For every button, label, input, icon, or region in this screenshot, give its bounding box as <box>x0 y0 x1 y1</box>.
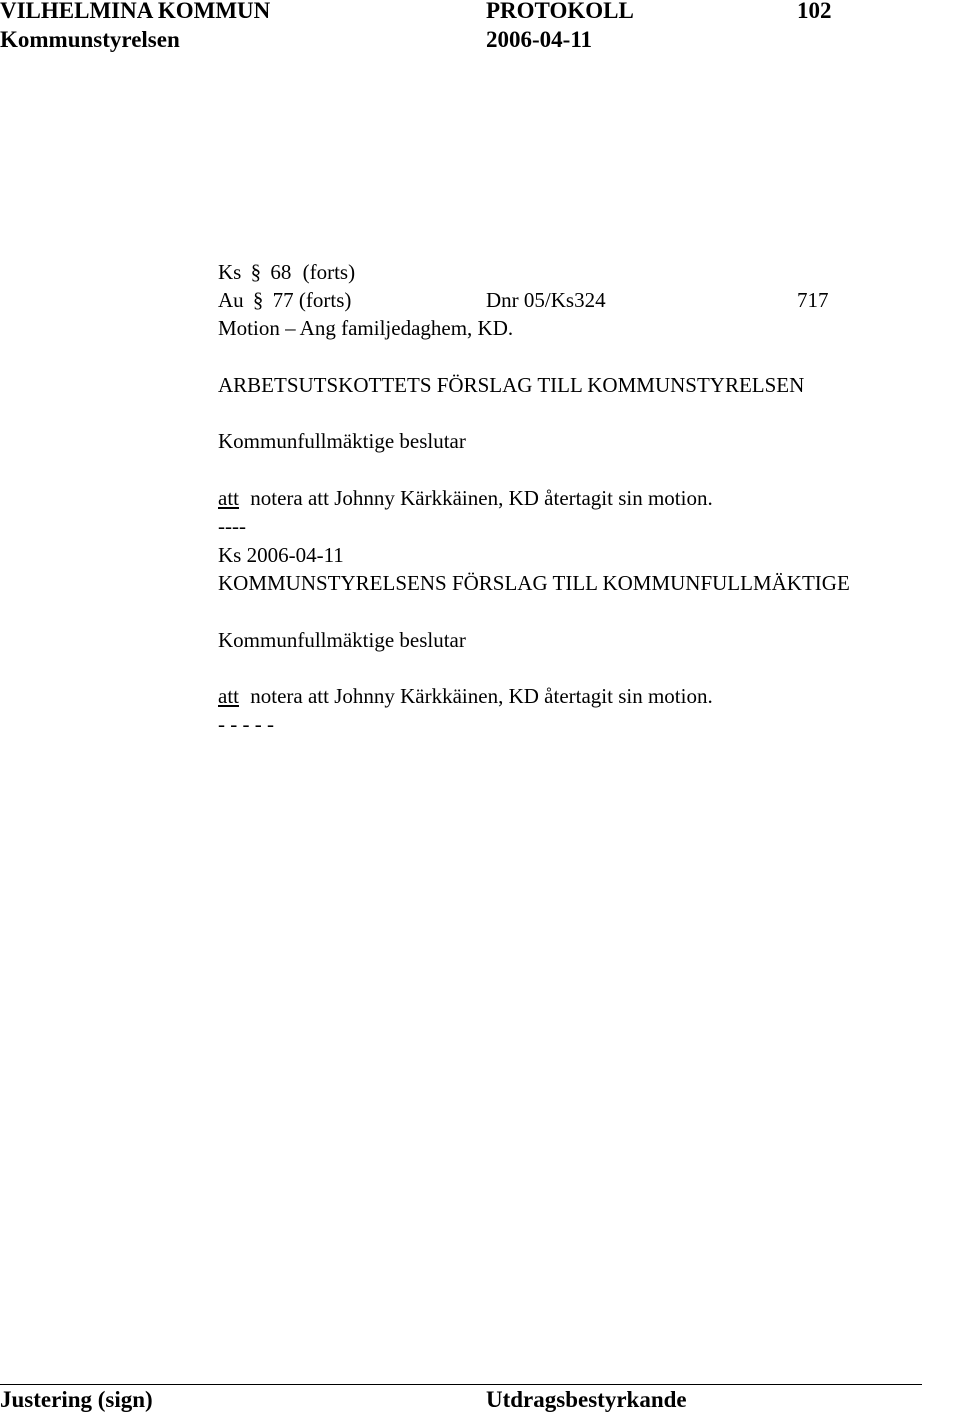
ks-meeting-date: Ks 2006-04-11 <box>218 543 344 567</box>
section-sign: § <box>252 288 264 312</box>
case-subject: Motion – Ang familjedaghem, KD. <box>218 316 514 340</box>
ks-reference: Ks § 68 (forts) <box>218 260 356 284</box>
separator: ---- <box>218 514 246 538</box>
footer-utdragsbestyrkande: Utdragsbestyrkande <box>486 1387 687 1412</box>
meeting-date: 2006-04-11 <box>486 27 593 52</box>
section-sign: § <box>250 260 262 284</box>
municipality-name: VILHELMINA KOMMUN <box>0 0 271 23</box>
decision-text: notera att Johnny Kärkkäinen, KD återtagit sin motion. <box>250 486 713 510</box>
diary-number: Dnr 05/Ks324 <box>486 288 606 312</box>
reference-number: 717 <box>797 288 829 312</box>
end-marker: - - - - - <box>218 712 274 736</box>
proposal-heading-ks: KOMMUNSTYRELSENS FÖRSLAG TILL KOMMUNFULLMÄKTIGE <box>218 571 850 595</box>
committee-name: Kommunstyrelsen <box>0 27 180 52</box>
decision-intro: Kommunfullmäktige beslutar <box>218 429 466 453</box>
footer-rule <box>0 1384 922 1385</box>
proposal-heading-au: ARBETSUTSKOTTETS FÖRSLAG TILL KOMMUNSTYRELSEN <box>218 373 805 397</box>
decision-text: notera att Johnny Kärkkäinen, KD återtagit sin motion. <box>250 684 713 708</box>
decision-line <box>218 486 713 510</box>
document-type: PROTOKOLL <box>486 0 634 23</box>
att-keyword: att <box>218 486 239 510</box>
decision-intro: Kommunfullmäktige beslutar <box>218 628 466 652</box>
au-reference: Au § 77 (forts) <box>218 288 352 312</box>
decision-line <box>218 684 713 708</box>
att-keyword: att <box>218 684 239 708</box>
page-number: 102 <box>797 0 832 23</box>
footer-justering: Justering (sign) <box>0 1387 153 1412</box>
